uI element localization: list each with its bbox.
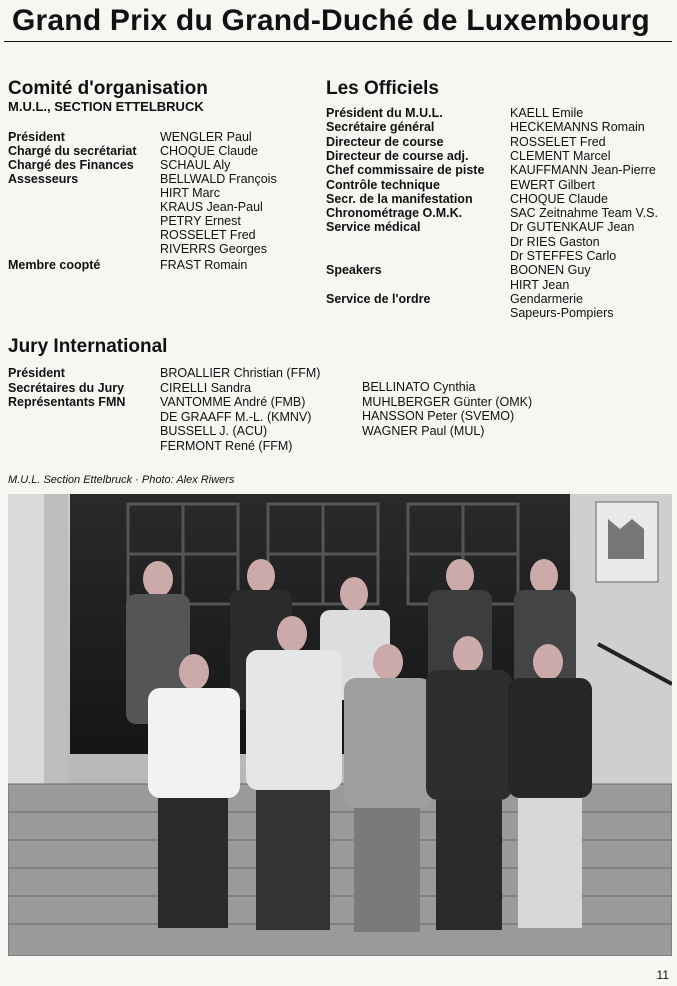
comite-value: KRAUS Jean-Paul [160, 200, 263, 214]
jury-member: BUSSELL J. (ACU) [160, 424, 268, 438]
officiels-value: KAELL Emile [510, 106, 584, 120]
officiels-label: Speakers [326, 263, 382, 278]
officiels-value: Sapeurs-Pompiers [510, 306, 614, 321]
comite-value: WENGLER Paul [160, 130, 252, 144]
officiels-value: BOONEN Guy [510, 263, 591, 278]
officiels-value: Dr RIES Gaston [510, 234, 600, 249]
officiels-value: CLEMENT Marcel [510, 148, 611, 163]
jury-member: WAGNER Paul (MUL) [362, 423, 485, 438]
jury-label: Président [8, 366, 65, 380]
officiels-value: KAUFFMANN Jean-Pierre [510, 163, 656, 178]
title-rule [4, 41, 672, 42]
comite-value: FRAST Romain [160, 258, 248, 272]
jury-member: CIRELLI Sandra [160, 380, 252, 395]
officiels-label: Service médical [326, 220, 421, 235]
jury-member: HANSSON Peter (SVEMO) [362, 409, 515, 423]
officiels-value: Dr GUTENKAUF Jean [510, 220, 635, 235]
comite-label: Membre coopté [8, 258, 101, 272]
comite-value: HIRT Marc [160, 186, 220, 200]
comite-value: ROSSELET Fred [160, 228, 256, 242]
jury-label: Secrétaires du Jury [8, 380, 125, 395]
comite-label: Chargé des Finances [8, 158, 134, 172]
officiels-value: ROSSELET Fred [510, 134, 606, 149]
officiels-label: Chronométrage O.M.K. [326, 206, 463, 221]
officiels-label: Service de l'ordre [326, 291, 431, 306]
officiels-heading: Les Officiels [326, 78, 439, 99]
photo-caption: M.U.L. Section Ettelbruck · Photo: Alex Riwers [8, 474, 235, 486]
jury-member: VANTOMME André (FMB) [160, 395, 306, 409]
group-photo [8, 494, 672, 956]
comite-subheading: M.U.L., SECTION ETTELBRUCK [8, 99, 204, 114]
jury-member: DE GRAAFF M.-L. (KMNV) [160, 409, 312, 424]
comite-value: SCHAUL Aly [160, 158, 231, 172]
officiels-value: EWERT Gilbert [510, 177, 595, 192]
jury-member: BROALLIER Christian (FFM) [160, 366, 321, 380]
jury-member: MUHLBERGER Günter (OMK) [362, 394, 533, 409]
page-number: 11 [656, 968, 669, 982]
officiels-label: Secr. de la manifestation [326, 191, 473, 206]
comite-heading: Comité d'organisation [8, 78, 208, 99]
officiels-label: Directeur de course [326, 134, 444, 149]
officiels-value: HIRT Jean [510, 277, 570, 292]
jury-heading: Jury International [8, 336, 168, 357]
jury-member: FERMONT René (FFM) [160, 438, 293, 453]
jury-label: Représentants FMN [8, 395, 126, 409]
officiels-value: HECKEMANNS Romain [510, 120, 645, 135]
comite-label: Chargé du secrétariat [8, 144, 137, 158]
page-title: Grand Prix du Grand-Duché de Luxembourg [12, 4, 650, 37]
officiels-value: SAC Zeitnahme Team V.S. [510, 206, 658, 221]
comite-value: RIVERRS Georges [160, 242, 267, 256]
officiels-label: Président du M.U.L. [326, 106, 443, 120]
officiels-label: Secrétaire général [326, 120, 435, 135]
officiels-label: Directeur de course adj. [326, 148, 469, 163]
officiels-value: Gendarmerie [510, 291, 583, 306]
officiels-label: Contrôle technique [326, 177, 440, 192]
officiels-label: Chef commissaire de piste [326, 163, 485, 178]
comite-label: Président [8, 130, 65, 144]
officiels-value: Dr STEFFES Carlo [510, 249, 617, 263]
comite-value: PETRY Ernest [160, 214, 241, 228]
comite-value: CHOQUE Claude [160, 144, 258, 158]
comite-label: Assesseurs [8, 172, 79, 186]
jury-member: BELLINATO Cynthia [362, 380, 476, 394]
officiels-value: CHOQUE Claude [510, 191, 608, 206]
comite-value: BELLWALD François [160, 172, 277, 186]
